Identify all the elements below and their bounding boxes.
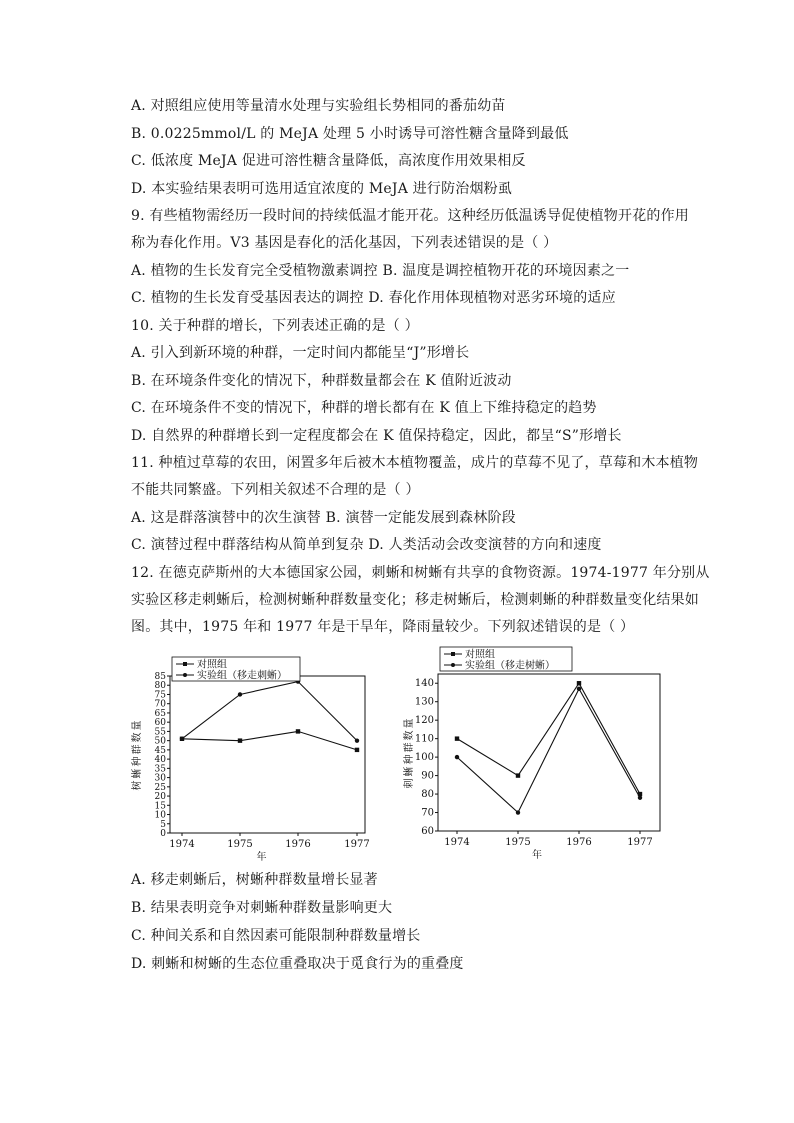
data-point-control [455,736,459,740]
y-axis-label: 刺蜥种群数量 [404,716,415,789]
text-line: C. 低浓度 MeJA 促进可溶性糖含量降低，高浓度作用效果相反 [131,153,526,169]
y-tick-label: 80 [421,789,434,801]
text-line: C. 演替过程中群落结构从简单到复杂 D. 人类活动会改变演替的方向和速度 [131,537,602,553]
data-point-experiment [180,737,184,741]
series-line-control [182,731,357,749]
plot-frame [170,676,365,833]
text-line: A. 引入到新环境的种群，一定时间内都能呈“J”形增长 [131,345,470,361]
series-line-control [457,683,640,794]
y-tick-label: 30 [154,773,166,784]
text-line: A. 这是群落演替中的次生演替 B. 演替一定能发展到森林阶段 [131,510,516,526]
x-axis-label: 年 [532,850,542,861]
y-tick-label: 60 [154,718,166,729]
legend-label: 实验组（移走树蜥） [465,660,555,672]
series-line-experiment [457,689,640,813]
text-line: 11. 种植过草莓的农田，闲置多年后被木本植物覆盖，成片的草莓不见了，草莓和木本植物 [131,455,699,471]
y-tick-label: 130 [414,696,434,708]
data-point-experiment [455,755,459,759]
x-tick-label: 1976 [566,837,592,848]
y-tick-label: 25 [154,782,166,793]
option-line: A. 移走刺蜥后，树蜥种群数量增长显著 [131,872,378,888]
data-point-control [296,729,300,733]
x-tick-label: 1977 [627,837,653,848]
text-line: C. 植物的生长发育受基因表达的调控 D. 春化作用体现植物对恶劣环境的适应 [131,290,616,306]
y-tick-label: 140 [414,678,434,690]
data-point-experiment [638,796,642,800]
legend-marker [183,662,187,666]
y-tick-label: 85 [154,672,166,682]
y-tick-label: 20 [154,792,166,803]
y-tick-label: 45 [154,745,166,756]
text-line: D. 自然界的种群增长到一定程度都会在 K 值保持稳定，因此，都呈“S”形增长 [131,428,622,444]
x-tick-label: 1974 [444,837,470,848]
y-tick-label: 120 [414,715,434,727]
y-tick-label: 80 [154,681,166,692]
text-line: D. 本实验结果表明可选用适宜浓度的 MeJA 进行防治烟粉虱 [131,181,513,197]
x-tick-label: 1975 [227,839,253,850]
y-tick-label: 65 [154,708,166,719]
data-point-control [516,773,520,777]
y-tick-label: 15 [154,801,166,812]
text-line: A. 对照组应使用等量清水处理与实验组长势相同的番茄幼苗 [131,98,506,114]
y-tick-label: 75 [154,690,166,701]
data-point-experiment [516,810,520,814]
legend-label: 对照组 [465,649,495,661]
text-line: 实验区移走刺蜥后，检测树蜥种群数量变化；移走树蜥后，检测刺蜥的种群数量变化结果如 [131,592,699,608]
y-tick-label: 90 [421,770,434,782]
text-line: 12. 在德克萨斯州的大本德国家公园，刺蜥和树蜥有共享的食物资源。1974-1977 年分别从 [131,565,710,581]
chart-right [398,646,668,865]
plot-frame [438,674,660,831]
legend-label: 对照组 [197,659,227,671]
option-line: B. 结果表明竞争对刺蜥种群数量影响更大 [131,900,393,916]
y-axis-label: 树蜥种群数量 [132,718,143,791]
y-tick-label: 55 [154,727,166,738]
chart-right-svg [398,646,668,861]
data-point-control [577,681,581,685]
text-line: 不能共同繁盛。下列相关叙述不合理的是（ ） [131,482,420,498]
x-tick-label: 1976 [285,839,311,850]
data-point-control [238,738,242,742]
y-tick-label: 50 [154,736,166,747]
y-tick-label: 5 [160,819,166,830]
y-tick-label: 40 [154,755,166,766]
x-tick-label: 1977 [344,839,370,850]
y-tick-label: 0 [160,829,166,839]
text-line: C. 在环境条件不变的情况下，种群的增长都有在 K 值上下维持稳定的趋势 [131,400,597,416]
legend-label: 实验组（移走刺蜥） [197,670,287,682]
chart-left-svg [128,656,373,861]
option-line: C. 种间关系和自然因素可能限制种群数量增长 [131,928,421,944]
legend-marker [183,673,187,677]
text-line: B. 在环境条件变化的情况下，种群数量都会在 K 值附近波动 [131,373,512,389]
x-tick-label: 1975 [505,837,531,848]
y-tick-label: 70 [421,807,434,819]
x-axis-label: 年 [256,852,267,861]
chart-left [128,656,373,865]
data-point-control [355,748,359,752]
x-tick-label: 1974 [169,839,195,850]
data-point-experiment [238,692,242,696]
y-tick-label: 10 [154,810,166,821]
y-tick-label: 70 [154,699,166,710]
text-line: 称为春化作用。V3 基因是春化的活化基因，下列表述错误的是（ ） [131,235,558,251]
option-line: D. 刺蜥和树蜥的生态位重叠取决于觅食行为的重叠度 [131,956,464,972]
text-line: A. 植物的生长发育完全受植物激素调控 B. 温度是调控植物开花的环境因素之一 [131,263,630,279]
data-point-experiment [355,738,359,742]
text-line: 10. 关于种群的增长，下列表述正确的是（ ） [131,318,419,334]
y-tick-label: 35 [154,764,166,775]
legend-marker [451,663,455,667]
text-line: B. 0.0225mmol/L 的 MeJA 处理 5 小时诱导可溶性糖含量降到最低 [131,126,569,142]
legend-marker [451,652,455,656]
data-point-experiment [577,687,581,691]
text-line: 9. 有些植物需经历一段时间的持续低温才能开花。这种经历低温诱导促使植物开花的作用 [131,208,690,224]
y-tick-label: 110 [414,733,434,745]
y-tick-label: 60 [421,826,434,837]
y-tick-label: 100 [414,752,434,764]
series-line-experiment [182,682,357,741]
text-line: 图。其中，1975 年和 1977 年是干旱年，降雨量较少。下列叙述错误的是（ ） [131,619,635,635]
